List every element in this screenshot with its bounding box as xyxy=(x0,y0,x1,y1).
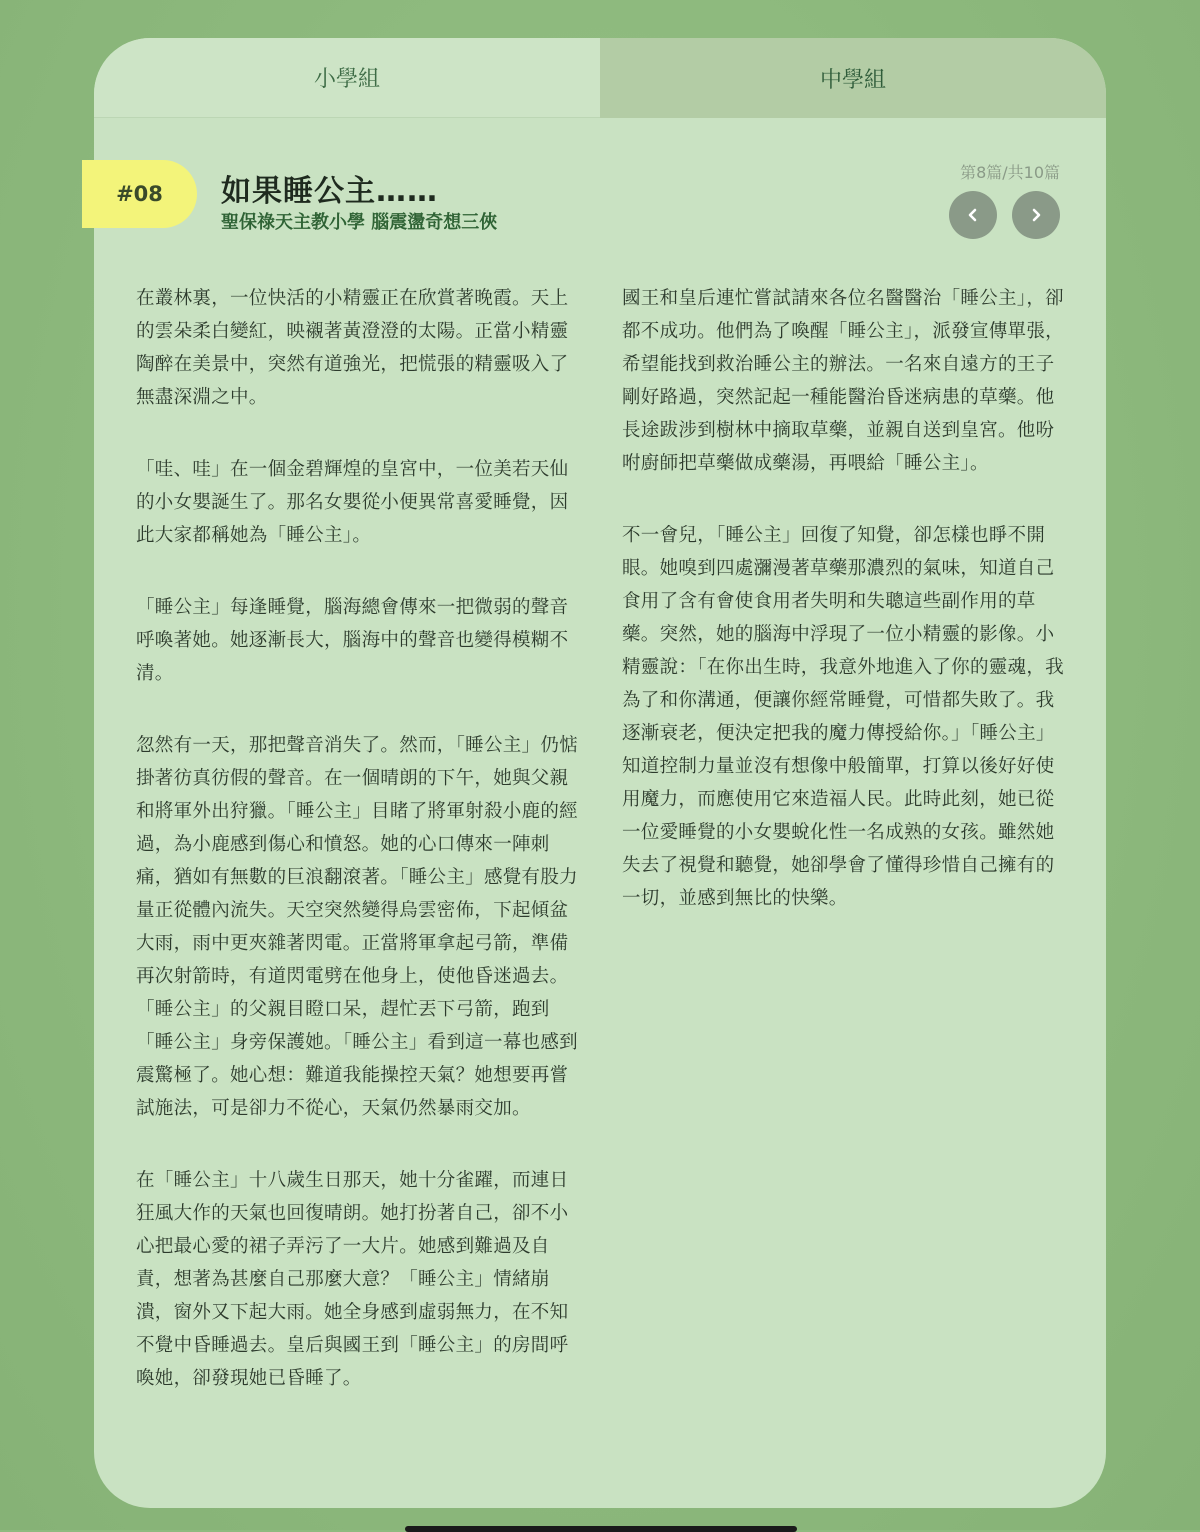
chevron-right-icon xyxy=(1026,205,1046,225)
story-paragraph: 在叢林裏，一位快活的小精靈正在欣賞著晚霞。天上的雲朵柔白變紅，映襯著黃澄澄的太陽。正當小精靈陶醉在美景中，突然有道強光，把慌張的精靈吸入了無盡深淵之中。 xyxy=(136,288,569,408)
tab-secondary-school[interactable]: 中學組 xyxy=(600,38,1106,118)
story-paragraph: 忽然有一天，那把聲音消失了。然而，「睡公主」仍惦掛著彷真彷假的聲音。在一個晴朗的下午，她與父親和將軍外出狩獵。「睡公主」目睹了將軍射殺小鹿的經過，為小鹿感到傷心和憤怒。她的心口傳來一陣刺痛，猶如有無數的巨浪翻滾著。「睡公主」感覺有股力量正從體內流失。天空突然變得烏雲密佈，下起傾盆大雨，雨中更夾雜著閃電。正當將軍拿起弓箭，準備再次射箭時，有道閃電劈在他身上，使他昏迷過去。「睡公主」的父親目瞪口呆，趕忙丟下弓箭，跑到「睡公主」身旁保護她。「睡公主」看到這一幕也感到震驚極了。她心想：難道我能操控天氣？她想要再嘗試施法，可是卻力不從心，天氣仍然暴雨交加。 xyxy=(136,735,578,1119)
story-author: 聖保祿天主教小學 腦震盪奇想三俠 xyxy=(221,212,498,233)
story-paragraph: 「哇、哇」在一個金碧輝煌的皇宮中，一位美若天仙的小女嬰誕生了。那名女嬰從小便異常喜愛睡覺，因此大家都稱她為「睡公主」。 xyxy=(136,459,569,546)
home-indicator[interactable] xyxy=(405,1526,797,1532)
story-paragraph: 不一會兒，「睡公主」回復了知覺，卻怎樣也睜不開眼。她嗅到四處瀰漫著草藥那濃烈的氣味，知道自己食用了含有會使食用者失明和失聰這些副作用的草藥。突然，她的腦海中浮現了一位小精靈的影像。小精靈說：「在你出生時，我意外地進入了你的靈魂，我為了和你溝通，便讓你經常睡覺，可惜都失敗了。我逐漸衰老，便決定把我的魔力傳授給你。」「睡公主」知道控制力量並沒有想像中般簡單，打算以後好好使用魔力，而應使用它來造福人民。此時此刻，她已從一位愛睡覺的小女嬰蛻化性一名成熟的女孩。雖然她失去了視覺和聽覺，她卻學會了懂得珍惜自己擁有的一切，並感到無比的快樂。 xyxy=(622,525,1064,909)
page-counter: 第8篇/共10篇 xyxy=(960,163,1060,182)
story-paragraph: 「睡公主」每逢睡覺，腦海總會傳來一把微弱的聲音呼喚著她。她逐漸長大，腦海中的聲音也變得模糊不清。 xyxy=(136,597,569,684)
story-paragraph: 國王和皇后連忙嘗試請來各位名醫醫治「睡公主」，卻都不成功。他們為了喚醒「睡公主」，派發宣傳單張，希望能找到救治睡公主的辦法。一名來自遠方的王子剛好路過，突然記起一種能醫治昏迷病患的草藥。他長途跋涉到樹林中摘取草藥，並親自送到皇宮。他吩咐廚師把草藥做成藥湯，再喂給「睡公主」。 xyxy=(622,288,1064,474)
story-paragraph: 在「睡公主」十八歲生日那天，她十分雀躍，而連日狂風大作的天氣也回復晴朗。她打扮著自己，卻不小心把最心愛的裙子弄污了一大片。她感到難過及自責，想著為甚麼自己那麼大意？「睡公主」情緒崩潰，窗外又下起大雨。她全身感到虛弱無力，在不知不覺中昏睡過去。皇后與國王到「睡公主」的房間呼喚她，卻發現她已昏睡了。 xyxy=(136,1170,569,1389)
story-number-badge: #08 xyxy=(82,160,197,228)
story-column-right xyxy=(622,282,1068,954)
next-story-button[interactable] xyxy=(1012,191,1060,239)
tab-bar xyxy=(94,38,1106,118)
story-column-left xyxy=(136,282,582,1434)
story-title: 如果睡公主…… xyxy=(221,174,438,209)
tab-primary-school[interactable]: 小學組 xyxy=(94,38,600,118)
previous-story-button[interactable] xyxy=(949,191,997,239)
chevron-left-icon xyxy=(963,205,983,225)
